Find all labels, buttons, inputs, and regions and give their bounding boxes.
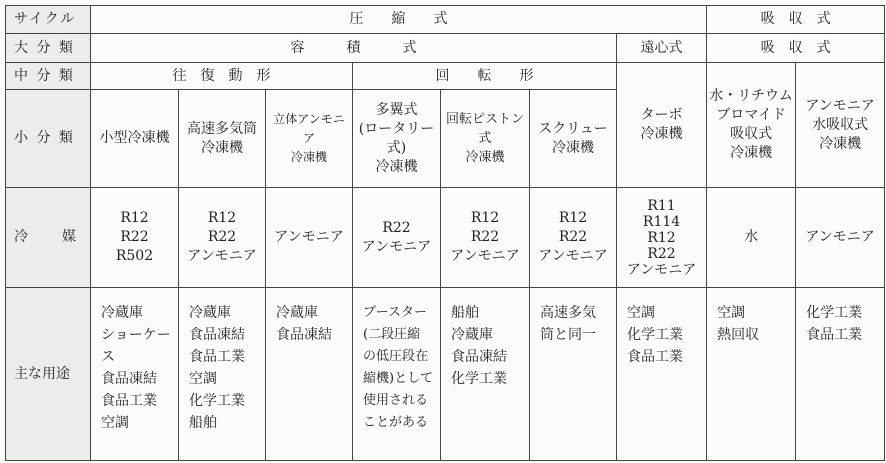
minor-turbo: ターボ 冷凍機: [617, 63, 707, 188]
refrigerant-cell: R12 R22 R502: [91, 188, 179, 288]
refrigerant-cell: アンモニア: [266, 188, 353, 288]
usage-cell: 冷蔵庫 食品凍結 食品工業 空調 化学工業 船舶: [179, 288, 266, 461]
refrigerant-cell: R12 R22 アンモニア: [441, 188, 530, 288]
header-middle: 中 分 類: [6, 63, 91, 90]
major-volumetric: 容 積 式: [91, 34, 617, 63]
middle-rotary: 回 転 形: [353, 63, 617, 90]
minor-cell: スクリュー 冷凍機: [530, 90, 617, 188]
minor-cell: 立体アンモニア 冷凍機: [266, 90, 353, 188]
usage-cell: 冷蔵庫 ショーケース 食品凍結 食品工業 空調: [91, 288, 179, 461]
minor-cell: 高速多気筒 冷凍機: [179, 90, 266, 188]
header-major: 大 分 類: [6, 34, 91, 63]
usage-cell: 高速多気 筒と同一: [530, 288, 617, 461]
minor-cell: 回転ピストン式 冷凍機: [441, 90, 530, 188]
usage-cell: ブースター (二段圧縮 の低圧段在 縮機)として 使用される ことがある: [353, 288, 441, 461]
refrigerator-classification-table: [5, 5, 885, 461]
header-usage: 主な用途: [6, 288, 91, 461]
cycle-compression: 圧 縮 式: [91, 6, 707, 34]
row-middle: [6, 63, 885, 90]
row-refrigerant: [6, 188, 885, 288]
row-major: [6, 34, 885, 63]
header-cycle: サイクル: [6, 6, 91, 34]
major-absorption: 吸 収 式: [707, 34, 885, 63]
middle-reciprocating: 往 復 動 形: [91, 63, 353, 90]
usage-cell: 船舶 冷蔵庫 食品凍結 化学工業: [441, 288, 530, 461]
cycle-absorption: 吸 収 式: [707, 6, 885, 34]
refrigerant-cell: 水: [707, 188, 796, 288]
refrigerant-cell: R12 R22 アンモニア: [179, 188, 266, 288]
row-cycle: [6, 6, 885, 34]
minor-cell: 多翼式 (ロータリー式) 冷凍機: [353, 90, 441, 188]
usage-cell: 化学工業 食品工業: [796, 288, 885, 461]
refrigerant-cell: R11 R114 R12 R22 アンモニア: [617, 188, 707, 288]
usage-cell: 冷蔵庫 食品凍結: [266, 288, 353, 461]
refrigerant-cell: アンモニア: [796, 188, 885, 288]
minor-libr-absorption: 水・リチウム ブロマイド 吸収式 冷凍機: [707, 63, 796, 188]
usage-cell: 空調 熱回収: [707, 288, 796, 461]
refrigerant-cell: R12 R22 アンモニア: [530, 188, 617, 288]
row-usage: [6, 288, 885, 461]
refrigerant-cell: R22 アンモニア: [353, 188, 441, 288]
header-refrigerant: 冷 媒: [6, 188, 91, 288]
minor-ammonia-absorption: アンモニア 水吸収式 冷凍機: [796, 63, 885, 188]
major-centrifugal: 遠心式: [617, 34, 707, 63]
minor-cell: 小型冷凍機: [91, 90, 179, 188]
usage-cell: 空調 化学工業 食品工業: [617, 288, 707, 461]
header-minor: 小 分 類: [6, 90, 91, 188]
